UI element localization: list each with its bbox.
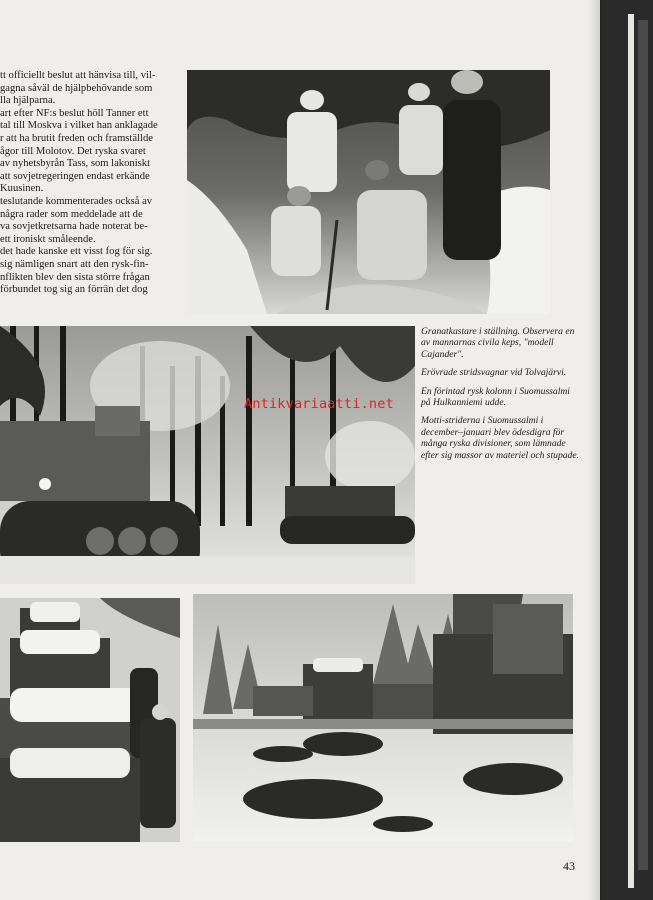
page-stack-edge: [628, 14, 634, 888]
text-line: r att ha brutit freden och framställde: [0, 132, 153, 144]
watermark: Antikvariaatti.net: [244, 396, 394, 412]
text-line: av nyhetsbyrån Tass, som lakoniskt: [0, 158, 151, 170]
text-line: teslutande kommenterades också av: [0, 195, 153, 207]
text-line: ågor till Molotov. Det ryska svaret: [0, 145, 146, 157]
text-line: gagna såväl de hjälpbehövande som: [0, 82, 153, 94]
cover-edge: [638, 20, 648, 870]
caption-destroyed-column: En förintad rysk kolonn i Suomussalmi på Hulkanniemi udde.: [421, 385, 570, 409]
text-line: tal till Moskva i vilket han anklagade: [0, 120, 158, 132]
text-line: lla hjälparna.: [0, 95, 56, 107]
text-line: att sovjetregeringen endast erkände: [0, 170, 150, 182]
text-line: förbundet tog sig an förrän det dog: [0, 284, 148, 296]
page-gutter-shadow: [588, 0, 602, 900]
caption-captured-tanks: Erövrade stridsvagnar vid Tolvajärvi.: [421, 367, 567, 379]
text-line: Kuusinen.: [0, 183, 44, 195]
page-number: 43: [563, 859, 575, 873]
text-line: tt officiellt beslut att hänvisa till, vil-: [0, 70, 156, 81]
body-text-column: [0, 70, 178, 297]
text-line: sig nämligen snart att den rysk-fin-: [0, 258, 149, 270]
text-line: nflikten blev den sista större frågan: [0, 271, 150, 283]
caption-mortar-crew: Granatkastare i ställning. Observera en av mannarnas civila keps, "modell Cajander".: [421, 326, 575, 360]
caption-motti-aftermath: Motti-striderna i Suomussalmi i december–januari blev ödesdigra för många ryska divisioner, som lämnade efter sig massor av materiel och stupade.: [421, 415, 580, 461]
text-line: ett ironiskt småleende.: [0, 233, 96, 245]
text-line: det hade kanske ett visst fog för sig.: [0, 246, 153, 258]
photo-captions: [421, 326, 581, 468]
text-line: va sovjetkretsarna hade noterat be-: [0, 221, 148, 233]
photo-motti-aftermath: [193, 594, 573, 842]
text-line: några rader som meddelade att de: [0, 208, 143, 220]
photo-mortar-crew: [187, 70, 550, 314]
photo-destroyed-column: [0, 598, 180, 842]
photo-captured-tanks: [0, 326, 415, 584]
text-line: art efter NF:s beslut höll Tanner ett: [0, 107, 149, 119]
